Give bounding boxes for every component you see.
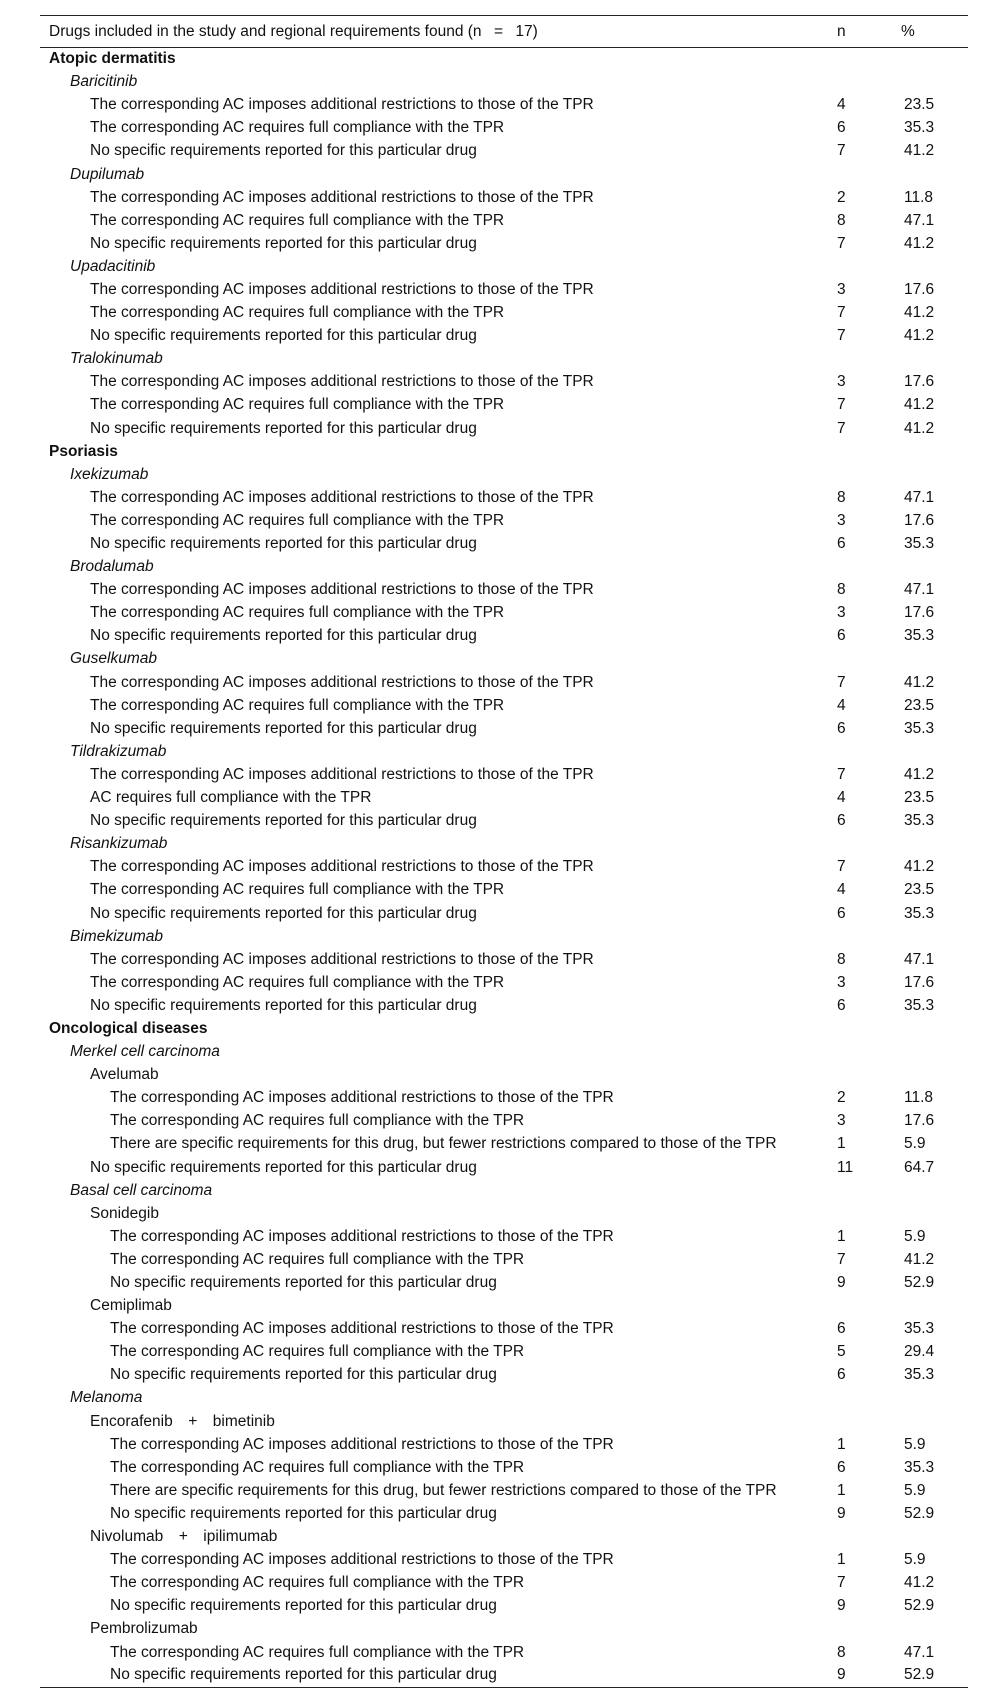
row-percent xyxy=(901,1387,968,1410)
row-n xyxy=(837,1618,901,1641)
row-n: 2 xyxy=(837,1089,846,1107)
row-n xyxy=(837,1202,901,1225)
row-label: No specific requirements reported for this particular drug xyxy=(90,234,477,252)
row-percent: 41.2 xyxy=(904,673,935,691)
row-percent xyxy=(901,833,968,856)
row-n xyxy=(837,833,901,856)
row-n: 7 xyxy=(837,419,846,437)
row-percent: 35.3 xyxy=(904,1366,935,1384)
row-n: 6 xyxy=(837,627,846,645)
subgroup-row xyxy=(40,1179,968,1202)
row-n xyxy=(837,48,901,71)
row-n: 7 xyxy=(837,1574,846,1592)
table-row xyxy=(40,579,968,602)
subgroup-row xyxy=(40,163,968,186)
table-row xyxy=(40,1156,968,1179)
requirements-table xyxy=(40,15,968,1688)
table-row xyxy=(40,787,968,810)
row-label: The corresponding AC imposes additional restrictions to those of the TPR xyxy=(90,188,594,206)
row-label: Upadacitinib xyxy=(70,257,156,275)
row-n: 7 xyxy=(837,304,846,322)
table-row xyxy=(40,994,968,1017)
row-n: 9 xyxy=(837,1504,846,1522)
row-label: There are specific requirements for this drug, but fewer restrictions compared to those of the TPR xyxy=(110,1135,777,1153)
row-percent xyxy=(901,1618,968,1641)
row-n xyxy=(837,163,901,186)
subgroup-row xyxy=(40,648,968,671)
row-label: There are specific requirements for this drug, but fewer restrictions compared to those of the TPR xyxy=(110,1481,777,1499)
row-n: 6 xyxy=(837,904,846,922)
row-label: The corresponding AC imposes additional restrictions to those of the TPR xyxy=(110,1551,614,1569)
row-label: No specific requirements reported for this particular drug xyxy=(90,1158,477,1176)
row-n: 3 xyxy=(837,373,846,391)
row-percent: 17.6 xyxy=(904,280,935,298)
table-row xyxy=(40,1456,968,1479)
row-percent xyxy=(901,48,968,71)
row-n xyxy=(837,440,901,463)
row-n: 4 xyxy=(837,96,846,114)
row-percent: 5.9 xyxy=(904,1481,926,1499)
row-label: The corresponding AC requires full compliance with the TPR xyxy=(110,1574,525,1592)
row-label: No specific requirements reported for this particular drug xyxy=(90,812,477,830)
requirements-table-container xyxy=(40,15,968,1688)
row-n: 8 xyxy=(837,1643,846,1661)
row-percent: 23.5 xyxy=(904,881,935,899)
row-percent xyxy=(901,163,968,186)
row-percent xyxy=(901,348,968,371)
row-percent: 17.6 xyxy=(904,1112,935,1130)
row-label: Encorafenib + bimetinib xyxy=(90,1412,275,1430)
table-row xyxy=(40,509,968,532)
row-n: 2 xyxy=(837,188,846,206)
row-n xyxy=(837,1295,901,1318)
row-label: The corresponding AC imposes additional restrictions to those of the TPR xyxy=(110,1089,614,1107)
row-percent xyxy=(901,925,968,948)
row-label: No specific requirements reported for this particular drug xyxy=(110,1504,497,1522)
row-label: The corresponding AC imposes additional restrictions to those of the TPR xyxy=(90,488,594,506)
row-n: 7 xyxy=(837,396,846,414)
row-percent: 17.6 xyxy=(904,973,935,991)
row-label: No specific requirements reported for this particular drug xyxy=(90,996,477,1014)
row-percent: 47.1 xyxy=(904,950,935,968)
table-row xyxy=(40,1318,968,1341)
table-row xyxy=(40,486,968,509)
table-row xyxy=(40,302,968,325)
table-row xyxy=(40,902,968,925)
table-row xyxy=(40,1549,968,1572)
category-row xyxy=(40,48,968,71)
row-label: Pembrolizumab xyxy=(90,1620,198,1638)
row-n: 7 xyxy=(837,858,846,876)
subgroup-row xyxy=(40,556,968,579)
row-n xyxy=(837,1526,901,1549)
row-percent xyxy=(901,71,968,94)
row-label: No specific requirements reported for this particular drug xyxy=(90,627,477,645)
row-percent: 41.2 xyxy=(904,234,935,252)
drug-row xyxy=(40,1410,968,1433)
row-percent: 17.6 xyxy=(904,373,935,391)
row-label: The corresponding AC requires full compliance with the TPR xyxy=(90,511,505,529)
row-label: Guselkumab xyxy=(70,650,158,668)
table-row xyxy=(40,371,968,394)
row-label: Tralokinumab xyxy=(70,350,163,368)
table-row xyxy=(40,278,968,301)
row-percent: 11.8 xyxy=(904,188,934,206)
row-n: 7 xyxy=(837,765,846,783)
row-percent: 35.3 xyxy=(904,1320,935,1338)
drug-row xyxy=(40,1295,968,1318)
row-n: 3 xyxy=(837,604,846,622)
row-label: The corresponding AC imposes additional restrictions to those of the TPR xyxy=(90,581,594,599)
row-percent: 41.2 xyxy=(904,858,935,876)
drug-row xyxy=(40,1064,968,1087)
row-n xyxy=(837,648,901,671)
subgroup-row xyxy=(40,833,968,856)
row-n xyxy=(837,1064,901,1087)
row-percent: 23.5 xyxy=(904,96,935,114)
row-n: 7 xyxy=(837,327,846,345)
row-n xyxy=(837,925,901,948)
table-row xyxy=(40,1248,968,1271)
row-label: Sonidegib xyxy=(90,1204,159,1222)
row-label: The corresponding AC requires full compliance with the TPR xyxy=(90,396,505,414)
table-row xyxy=(40,1572,968,1595)
subgroup-row xyxy=(40,255,968,278)
row-n: 7 xyxy=(837,1250,846,1268)
drug-row xyxy=(40,1202,968,1225)
table-row xyxy=(40,948,968,971)
row-n: 7 xyxy=(837,673,846,691)
row-label: The corresponding AC requires full compliance with the TPR xyxy=(90,211,505,229)
row-n: 1 xyxy=(837,1227,846,1245)
table-row xyxy=(40,1110,968,1133)
subgroup-row xyxy=(40,71,968,94)
table-row xyxy=(40,186,968,209)
row-label: Dupilumab xyxy=(70,165,145,183)
row-label: The corresponding AC imposes additional restrictions to those of the TPR xyxy=(90,950,594,968)
row-n: 9 xyxy=(837,1597,846,1615)
row-label: No specific requirements reported for this particular drug xyxy=(90,419,477,437)
row-percent: 41.2 xyxy=(904,304,935,322)
row-n: 6 xyxy=(837,1320,846,1338)
row-percent: 11.8 xyxy=(904,1089,934,1107)
row-n xyxy=(837,740,901,763)
row-percent xyxy=(901,556,968,579)
row-n: 4 xyxy=(837,696,846,714)
row-percent: 52.9 xyxy=(904,1666,935,1684)
table-row xyxy=(40,1341,968,1364)
row-percent: 52.9 xyxy=(904,1274,935,1292)
table-row xyxy=(40,94,968,117)
header-percent: % xyxy=(901,22,915,40)
row-label: No specific requirements reported for this particular drug xyxy=(90,327,477,345)
row-label: The corresponding AC requires full compliance with the TPR xyxy=(110,1343,525,1361)
row-percent: 41.2 xyxy=(904,1574,935,1592)
table-row xyxy=(40,856,968,879)
row-n xyxy=(837,556,901,579)
row-percent: 41.2 xyxy=(904,142,935,160)
row-percent xyxy=(901,740,968,763)
row-percent: 35.3 xyxy=(904,627,935,645)
row-percent xyxy=(901,463,968,486)
table-row xyxy=(40,394,968,417)
row-n xyxy=(837,1041,901,1064)
table-row xyxy=(40,140,968,163)
drug-row xyxy=(40,1526,968,1549)
row-n xyxy=(837,71,901,94)
subgroup-row xyxy=(40,1387,968,1410)
row-label: No specific requirements reported for this particular drug xyxy=(110,1366,497,1384)
row-n xyxy=(837,255,901,278)
table-row xyxy=(40,325,968,348)
row-percent xyxy=(901,648,968,671)
table-row xyxy=(40,209,968,232)
row-n: 5 xyxy=(837,1343,846,1361)
row-label: No specific requirements reported for this particular drug xyxy=(110,1666,497,1684)
table-row xyxy=(40,810,968,833)
row-label: Tildrakizumab xyxy=(70,742,167,760)
row-percent: 35.3 xyxy=(904,719,935,737)
row-n xyxy=(837,1410,901,1433)
row-percent: 41.2 xyxy=(904,396,935,414)
table-row xyxy=(40,602,968,625)
row-percent xyxy=(901,1526,968,1549)
row-n: 8 xyxy=(837,211,846,229)
row-percent xyxy=(901,1202,968,1225)
row-percent: 17.6 xyxy=(904,604,935,622)
row-label: No specific requirements reported for this particular drug xyxy=(110,1597,497,1615)
row-percent xyxy=(901,1410,968,1433)
row-percent: 52.9 xyxy=(904,1504,935,1522)
row-percent xyxy=(901,1179,968,1202)
row-label: Nivolumab + ipilimumab xyxy=(90,1528,278,1546)
row-n: 1 xyxy=(837,1135,846,1153)
row-percent: 47.1 xyxy=(904,488,935,506)
table-row xyxy=(40,971,968,994)
row-label: The corresponding AC requires full compliance with the TPR xyxy=(90,304,505,322)
table-row xyxy=(40,117,968,140)
row-label: The corresponding AC requires full compliance with the TPR xyxy=(90,604,505,622)
row-n: 9 xyxy=(837,1666,846,1684)
row-n: 1 xyxy=(837,1435,846,1453)
table-row xyxy=(40,1664,968,1687)
table-row xyxy=(40,625,968,648)
row-n xyxy=(837,1017,901,1040)
row-label: Baricitinib xyxy=(70,73,138,91)
row-percent: 35.3 xyxy=(904,904,935,922)
row-label: The corresponding AC imposes additional restrictions to those of the TPR xyxy=(110,1435,614,1453)
table-row xyxy=(40,763,968,786)
subgroup-row xyxy=(40,925,968,948)
row-label: The corresponding AC requires full compliance with the TPR xyxy=(110,1643,525,1661)
row-label: Merkel cell carcinoma xyxy=(70,1043,220,1061)
row-percent: 47.1 xyxy=(904,581,935,599)
row-label: No specific requirements reported for this particular drug xyxy=(110,1274,497,1292)
subgroup-row xyxy=(40,740,968,763)
row-n: 3 xyxy=(837,511,846,529)
table-row xyxy=(40,1641,968,1664)
row-percent: 41.2 xyxy=(904,765,935,783)
row-label: The corresponding AC imposes additional restrictions to those of the TPR xyxy=(90,96,594,114)
table-row xyxy=(40,694,968,717)
subgroup-row xyxy=(40,463,968,486)
row-percent: 41.2 xyxy=(904,327,935,345)
row-n: 7 xyxy=(837,234,846,252)
row-label: No specific requirements reported for this particular drug xyxy=(90,142,477,160)
table-row xyxy=(40,1271,968,1294)
row-label: The corresponding AC imposes additional restrictions to those of the TPR xyxy=(90,765,594,783)
row-label: The corresponding AC requires full compliance with the TPR xyxy=(110,1458,525,1476)
drug-row xyxy=(40,1618,968,1641)
table-body xyxy=(40,48,968,1688)
header-label: Drugs included in the study and regional requirements found (n = 17) xyxy=(49,22,538,40)
table-row xyxy=(40,232,968,255)
row-label: The corresponding AC imposes additional restrictions to those of the TPR xyxy=(110,1320,614,1338)
row-percent: 23.5 xyxy=(904,696,935,714)
table-row xyxy=(40,1479,968,1502)
header-row xyxy=(40,16,968,48)
row-n: 8 xyxy=(837,581,846,599)
row-n xyxy=(837,463,901,486)
row-percent: 35.3 xyxy=(904,119,935,137)
table-row xyxy=(40,532,968,555)
row-percent: 35.3 xyxy=(904,1458,935,1476)
subgroup-row xyxy=(40,348,968,371)
row-percent: 47.1 xyxy=(904,1643,935,1661)
row-percent xyxy=(901,255,968,278)
table-row xyxy=(40,717,968,740)
row-n: 4 xyxy=(837,881,846,899)
row-label: Basal cell carcinoma xyxy=(70,1181,213,1199)
row-label: The corresponding AC imposes additional restrictions to those of the TPR xyxy=(110,1227,614,1245)
row-percent: 64.7 xyxy=(904,1158,935,1176)
row-label: Oncological diseases xyxy=(49,1019,208,1037)
row-n: 7 xyxy=(837,142,846,160)
table-row xyxy=(40,1133,968,1156)
row-n: 6 xyxy=(837,535,846,553)
row-percent: 5.9 xyxy=(904,1135,926,1153)
row-percent: 5.9 xyxy=(904,1227,926,1245)
row-label: Atopic dermatitis xyxy=(49,50,176,68)
row-n: 3 xyxy=(837,973,846,991)
category-row xyxy=(40,440,968,463)
table-row xyxy=(40,671,968,694)
row-label: AC requires full compliance with the TPR xyxy=(90,789,372,807)
row-label: Melanoma xyxy=(70,1389,143,1407)
row-percent xyxy=(901,1064,968,1087)
table-row xyxy=(40,1595,968,1618)
row-label: No specific requirements reported for this particular drug xyxy=(90,535,477,553)
row-percent: 17.6 xyxy=(904,511,935,529)
table-row xyxy=(40,1364,968,1387)
row-n: 3 xyxy=(837,1112,846,1130)
row-n: 6 xyxy=(837,119,846,137)
row-percent xyxy=(901,440,968,463)
row-n xyxy=(837,1387,901,1410)
header-n: n xyxy=(837,22,846,40)
row-label: Risankizumab xyxy=(70,835,168,853)
row-n: 8 xyxy=(837,950,846,968)
category-row xyxy=(40,1017,968,1040)
table-row xyxy=(40,1225,968,1248)
table-row xyxy=(40,1433,968,1456)
table-header xyxy=(40,16,968,48)
row-percent: 47.1 xyxy=(904,211,935,229)
row-label: Avelumab xyxy=(90,1066,159,1084)
row-label: The corresponding AC imposes additional restrictions to those of the TPR xyxy=(90,673,594,691)
table-row xyxy=(40,1502,968,1525)
row-percent: 23.5 xyxy=(904,789,935,807)
row-label: The corresponding AC imposes additional restrictions to those of the TPR xyxy=(90,280,594,298)
row-n: 6 xyxy=(837,996,846,1014)
row-percent: 29.4 xyxy=(904,1343,935,1361)
row-n: 6 xyxy=(837,1458,846,1476)
row-label: The corresponding AC requires full compliance with the TPR xyxy=(90,119,505,137)
row-percent: 5.9 xyxy=(904,1435,926,1453)
row-label: The corresponding AC requires full compliance with the TPR xyxy=(110,1112,525,1130)
row-label: The corresponding AC requires full compliance with the TPR xyxy=(90,881,505,899)
row-percent: 35.3 xyxy=(904,535,935,553)
table-row xyxy=(40,879,968,902)
row-n: 6 xyxy=(837,1366,846,1384)
row-label: Bimekizumab xyxy=(70,927,164,945)
row-percent: 35.3 xyxy=(904,812,935,830)
row-n: 11 xyxy=(837,1158,854,1176)
row-label: Cemiplimab xyxy=(90,1297,172,1315)
row-percent: 41.2 xyxy=(904,419,935,437)
row-label: Psoriasis xyxy=(49,442,118,460)
row-percent: 5.9 xyxy=(904,1551,926,1569)
row-n xyxy=(837,1179,901,1202)
row-percent xyxy=(901,1041,968,1064)
row-n: 1 xyxy=(837,1481,846,1499)
row-n xyxy=(837,348,901,371)
row-n: 4 xyxy=(837,789,846,807)
row-label: The corresponding AC imposes additional restrictions to those of the TPR xyxy=(90,373,594,391)
row-label: The corresponding AC imposes additional restrictions to those of the TPR xyxy=(90,858,594,876)
row-label: Brodalumab xyxy=(70,558,154,576)
row-percent: 52.9 xyxy=(904,1597,935,1615)
row-label: No specific requirements reported for this particular drug xyxy=(90,719,477,737)
row-percent: 41.2 xyxy=(904,1250,935,1268)
row-label: Ixekizumab xyxy=(70,465,149,483)
table-row xyxy=(40,417,968,440)
row-n: 9 xyxy=(837,1274,846,1292)
table-row xyxy=(40,1087,968,1110)
row-percent xyxy=(901,1295,968,1318)
row-n: 8 xyxy=(837,488,846,506)
row-label: The corresponding AC requires full compliance with the TPR xyxy=(110,1250,525,1268)
row-n: 6 xyxy=(837,812,846,830)
row-label: No specific requirements reported for this particular drug xyxy=(90,904,477,922)
row-percent xyxy=(901,1017,968,1040)
row-n: 1 xyxy=(837,1551,846,1569)
row-label: The corresponding AC requires full compliance with the TPR xyxy=(90,973,505,991)
row-label: The corresponding AC requires full compliance with the TPR xyxy=(90,696,505,714)
row-n: 3 xyxy=(837,280,846,298)
row-percent: 35.3 xyxy=(904,996,935,1014)
row-n: 6 xyxy=(837,719,846,737)
subgroup-row xyxy=(40,1041,968,1064)
